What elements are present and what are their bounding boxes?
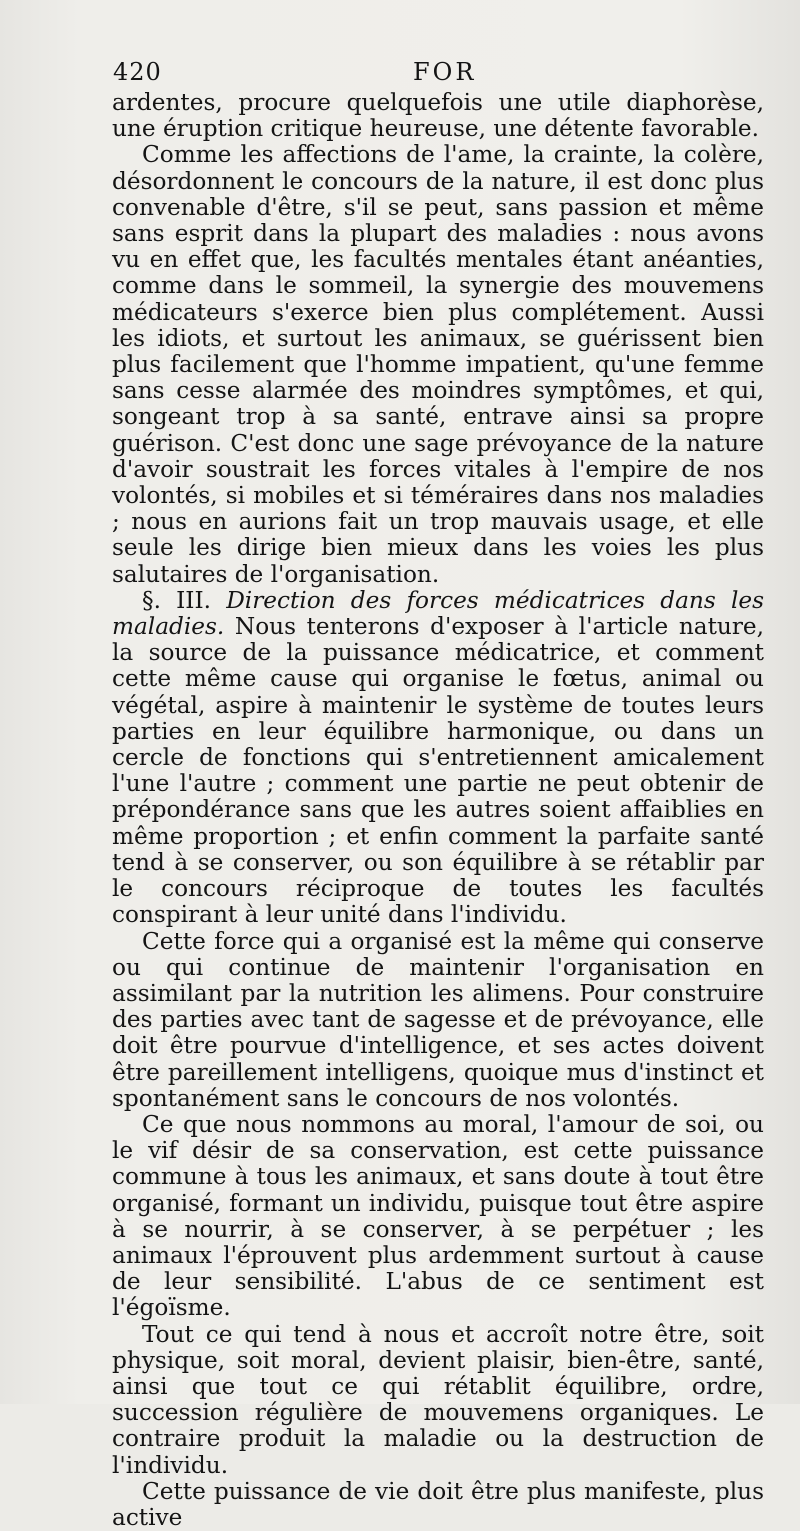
- paragraph-2: Comme les affections de l'ame, la crainte, la colère, désordonnent le concours de la nature, il est donc plus convenable d'être, s'il se peut, sans passion et même sans esprit dans la plupart des maladies : nous avons vu en effet que, les facultés mentales étant anéanties, comme dans le sommeil, la synergie des mouvemens médicateurs s'exerce bien plus complétement. Aussi les idiots, et surtout les animaux, se guérissent bien plus facilement que l'homme impatient, qu'une femme sans cesse alarmée des moindres symptômes, et qui, songeant trop à sa santé, entrave ainsi sa propre guérison. C'est donc une sage prévoyance de la nature d'avoir soustrait les forces vitales à l'empire de nos volontés, si mobiles et si téméraires dans nos maladies ; nous en aurions fait un trop mauvais usage, et elle seule les dirige bien mieux dans les voies les plus salutaires de l'organisation.: [112, 141, 764, 588]
- page-number: 420: [113, 58, 162, 86]
- paragraph-6: Tout ce qui tend à nous et accroît notre être, soit physique, soit moral, devient plaisir, bien-être, santé, ainsi que tout ce qui rétablit équilibre, ordre, succession régulière de mouvemens organiques. Le contraire produit la maladie ou la destruction de l'individu.: [112, 1320, 764, 1479]
- running-title: FOR: [413, 58, 477, 86]
- paragraph-3: [112, 588, 764, 929]
- body-text: [112, 90, 764, 1531]
- running-header: [113, 58, 763, 92]
- paragraph-1: ardentes, procure quelquefois une utile diaphorèse, une éruption critique heureuse, une détente favorable.: [112, 89, 764, 143]
- paragraph-4: Cette force qui a organisé est la même qui conserve ou qui continue de maintenir l'organisation en assimilant par la nutrition les alimens. Pour construire des parties avec tant de sagesse et de prévoyance, elle doit être pourvue d'intelligence, et ses actes doivent être pareillement intelligens, quoique mus d'instinct et spontanément sans le concours de nos volontés.: [112, 927, 764, 1112]
- section-title: Direction des forces médicatrices dans les maladies.: [112, 586, 764, 641]
- paragraph-7: Cette puissance de vie doit être plus manifeste, plus active: [112, 1477, 764, 1531]
- section-number: §. III.: [142, 586, 211, 614]
- paragraph-5: Ce que nous nommons au moral, l'amour de soi, ou le vif désir de sa conservation, est cette puissance commune à tous les animaux, et sans doute à tout être organisé, formant un individu, puisque tout être aspire à se nourrir, à se conserver, à se perpétuer ; les animaux l'éprouvent plus ardemment surtout à cause de leur sensibilité. L'abus de ce sentiment est l'égoïsme.: [112, 1110, 764, 1322]
- paragraph-3-text: Nous tenterons d'exposer à l'article nature, la source de la puissance médicatrice, et comment cette même cause qui organise le fœtus, animal ou végétal, aspire à maintenir le système de toutes leurs parties en leur équilibre harmonique, ou dans un cercle de fonctions qui s'entretiennent amicalement l'une l'autre ; comment une partie ne peut obtenir de prépondérance sans que les autres soient affaiblies en même proportion ; et enfin comment la parfaite santé tend à se conserver, ou son équilibre à se rétablir par le concours réciproque de toutes les facultés conspirant à leur unité dans l'individu.: [112, 613, 765, 929]
